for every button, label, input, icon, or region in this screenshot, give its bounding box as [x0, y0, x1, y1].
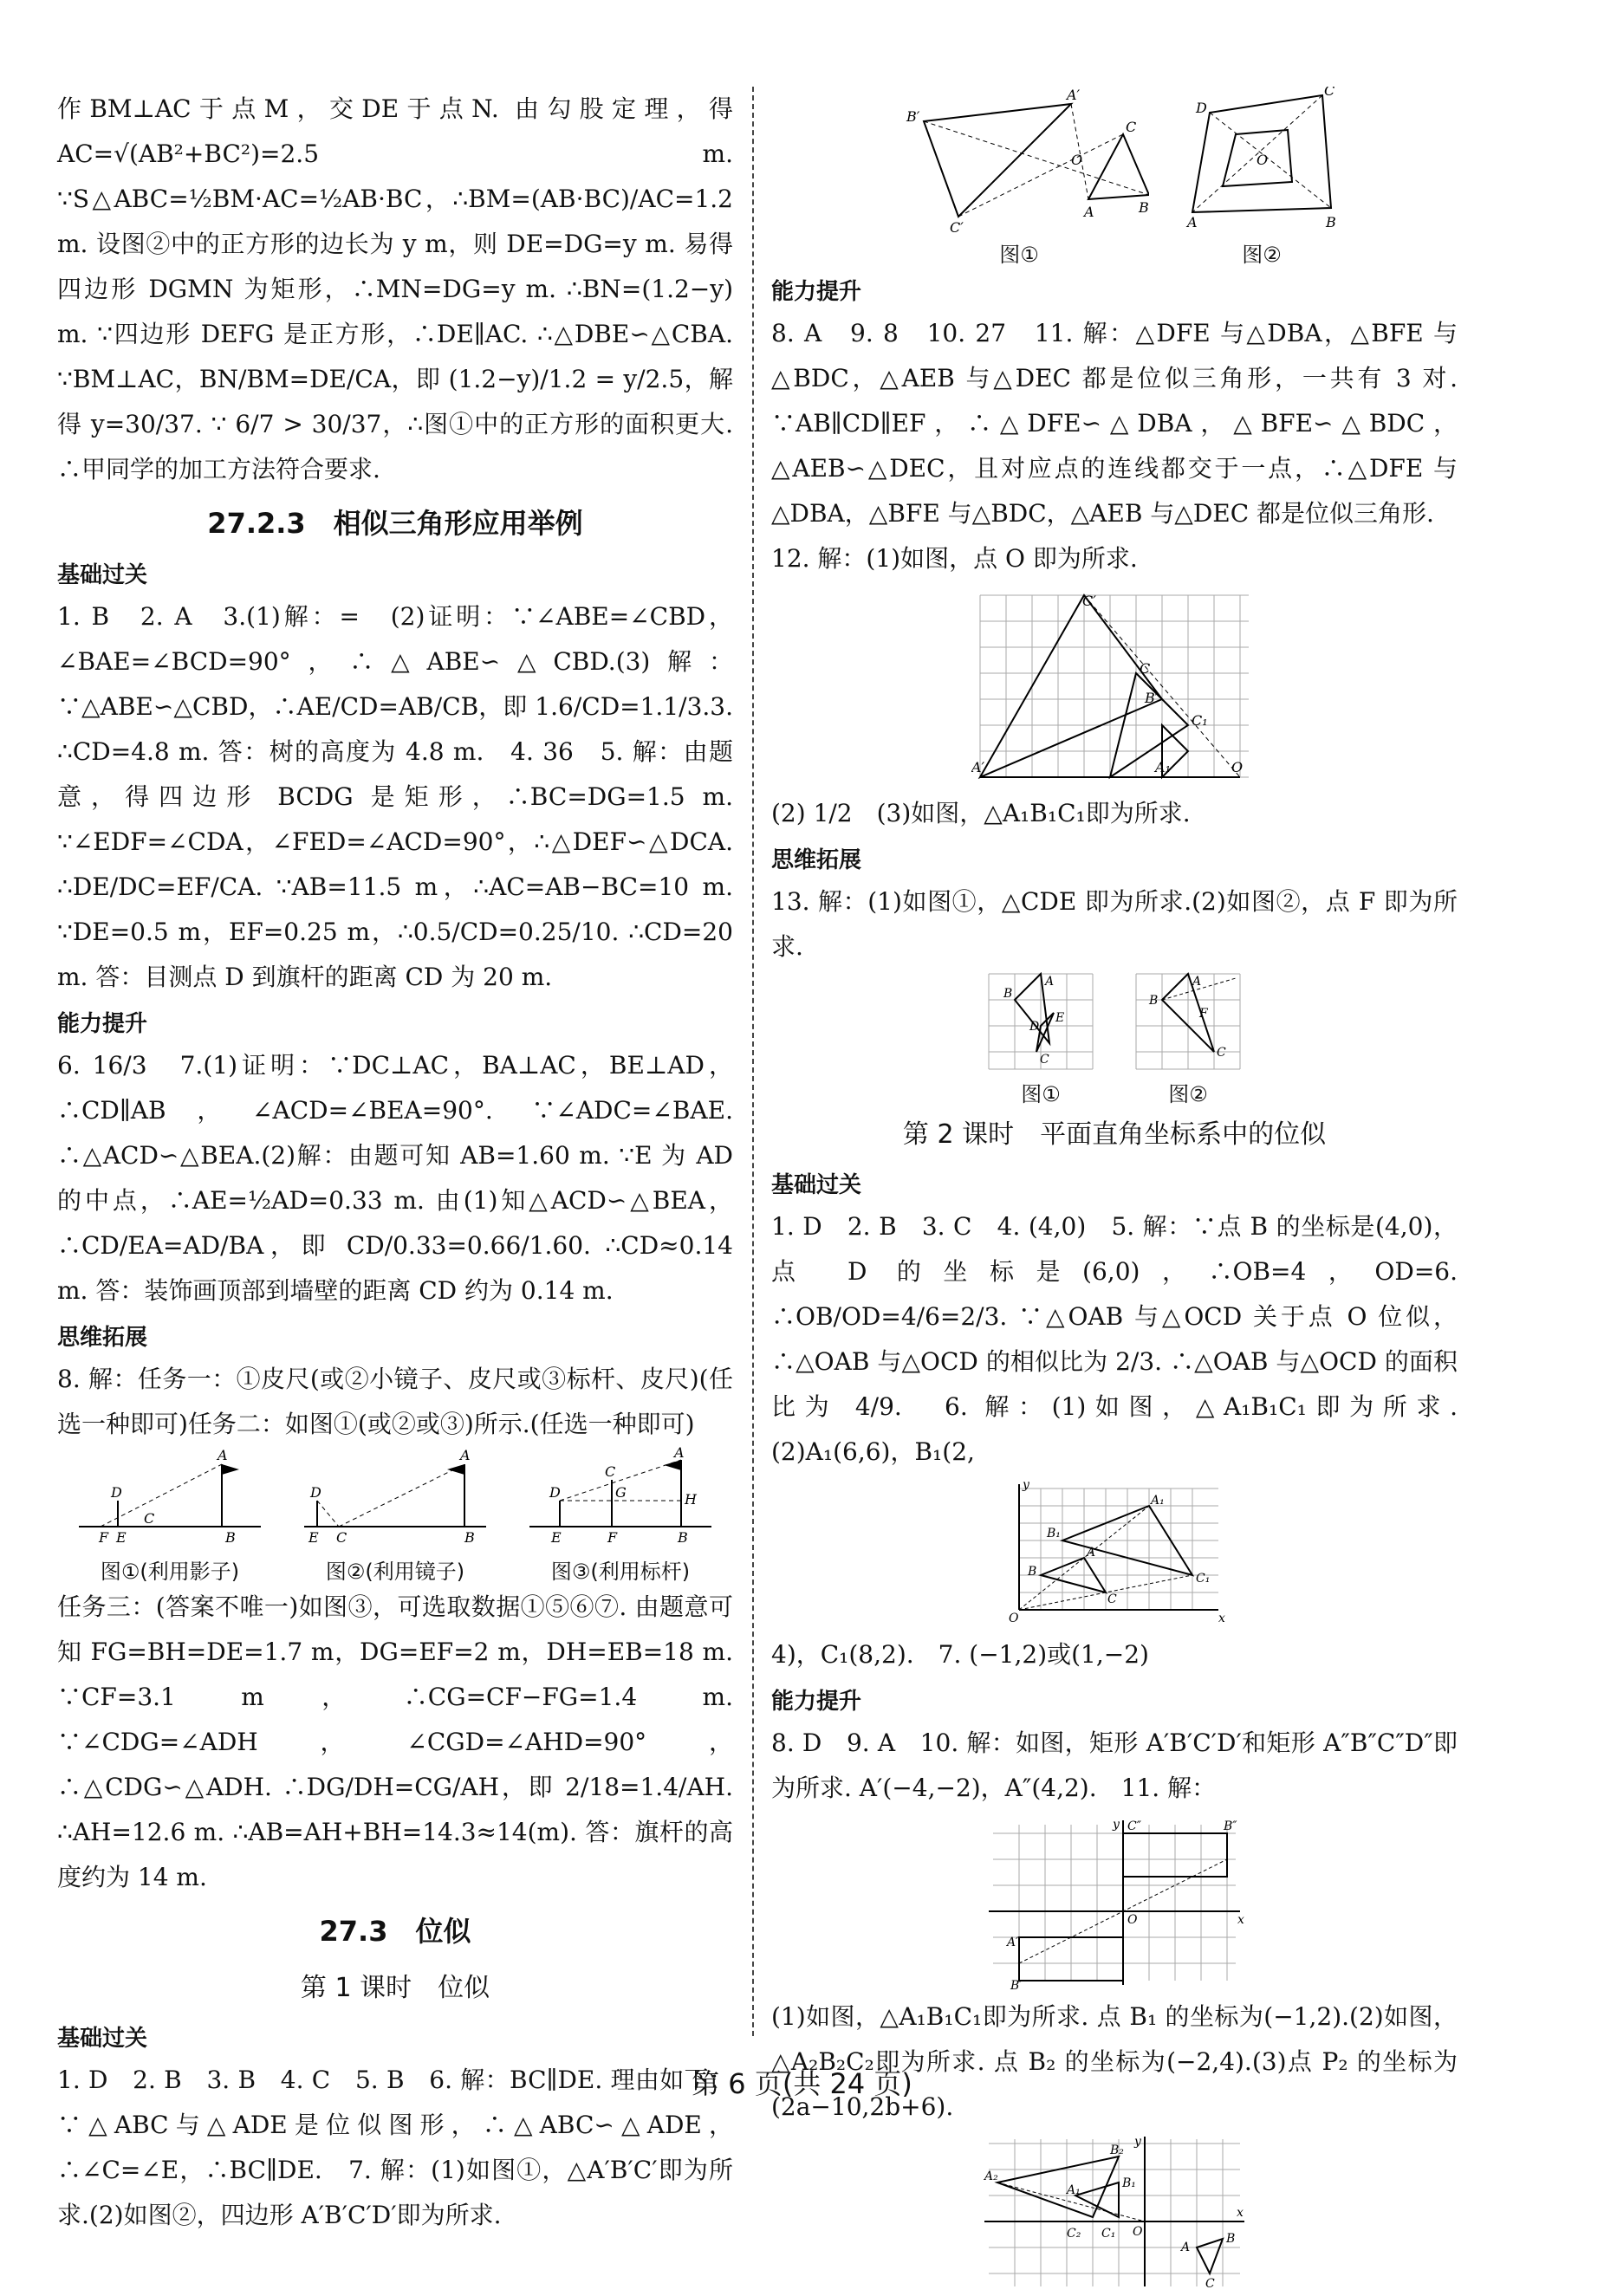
svg-text:C: C	[336, 1529, 347, 1546]
svg-text:C′: C′	[950, 219, 964, 234]
svg-text:B: B	[1139, 199, 1149, 216]
answer-paragraph: 6. 16/3 7.(1)证明：∵DC⊥AC，BA⊥AC，BE⊥AD，∴CD∥AB，∠ACD=∠BEA=90°. ∵∠ADC=∠BAE. ∴△ACD∽△BEA.(2)解：由题可知 AB=1.60 m. ∵E 为 AD 的中点，∴AE=½AD=0.33 m. 由(1)知△ACD∽△BEA，∴CD/EA=AD/BA，即 CD/0.33=0.66/1.60. ∴CD≈0.14 m. 答：装饰画顶部到墙壁的距离 CD 约为 0.14 m.	[57, 1051, 733, 1305]
svg-text:A: A	[460, 1447, 471, 1463]
svg-text:B₁: B₁	[1047, 1527, 1061, 1540]
grid-point-f-diagram	[1132, 970, 1244, 1073]
svg-text:B: B	[1028, 1565, 1037, 1579]
svg-text:C: C	[1205, 2277, 1215, 2291]
svg-text:D: D	[111, 1484, 122, 1501]
figure-13-1	[984, 970, 1097, 1107]
pole-diagram	[525, 1447, 716, 1551]
svg-text:D: D	[310, 1484, 321, 1501]
svg-text:A: A	[218, 1447, 228, 1463]
figure-caption: 图②(利用镜子)	[325, 1560, 465, 1584]
rectangles-coordinate-diagram	[984, 1816, 1244, 1989]
svg-text:E: E	[1055, 1011, 1065, 1025]
section-heading: 能力提升	[771, 279, 862, 305]
section-heading: 思维拓展	[57, 1325, 148, 1351]
svg-text:x: x	[1218, 1612, 1225, 1625]
svg-text:G: G	[615, 1484, 627, 1501]
svg-text:B: B	[225, 1529, 236, 1546]
svg-text:E: E	[308, 1529, 319, 1546]
answer-paragraph: 8. A 9. 8 10. 27 11. 解：△DFE 与△DBA，△BFE 与△BDC，△AEB 与△DEC 都是位似三角形，一共有 3 对. ∵AB∥CD∥EF，∴△DFE∽△DBA，△BFE∽△BDC，△AEB∽△DEC，且对应点的连线都交于一点，∴△DFE 与△DBA，△BFE 与△BDC，△AEB 与△DEC 都是位似三角形.	[771, 319, 1458, 528]
svg-text:C₁: C₁	[1196, 1572, 1211, 1586]
svg-text:y: y	[1023, 1480, 1029, 1492]
lesson-title: 第 1 课时 位似	[300, 1973, 490, 2003]
homothety-quadrilaterals-diagram	[1184, 87, 1340, 234]
lesson-title: 第 2 课时 平面直角坐标系中的位似	[902, 1119, 1327, 1150]
answer-paragraph: 4)，C₁(8,2). 7. (−1,2)或(1,−2)	[771, 1640, 1149, 1669]
svg-text:C: C	[1217, 1046, 1226, 1060]
section-title: 27.2.3 相似三角形应用举例	[207, 507, 583, 540]
multi-homothety-diagram	[980, 2135, 1249, 2291]
svg-text:A₁: A₁	[1155, 759, 1171, 775]
svg-text:O: O	[1133, 2225, 1143, 2239]
svg-text:B′: B′	[1145, 690, 1159, 706]
figure-2	[1184, 87, 1340, 268]
svg-text:B″: B″	[1224, 1819, 1237, 1833]
right-column	[771, 87, 1483, 2296]
svg-text:D: D	[549, 1484, 561, 1501]
answer-paragraph: 任务三：(答案不唯一)如图③，可选取数据①⑤⑥⑦. 由题意可知 FG=BH=DE=1.7 m，DG=EF=2 m，DH=EB=18 m. ∵CF=3.1 m，∴CG=CF−FG=1.4 m. ∵∠CDG=∠ADH，∠CGD=∠AHD=90°，∴△CDG∽△ADH. ∴DG/DH=CG/AH，即 2/18=1.4/AH. ∴AH=12.6 m. ∴AB=AH+BH=14.3≈14(m). 答：旗杆的高度约为 14 m.	[57, 1592, 733, 1891]
figure-caption: 图③(利用标杆)	[550, 1560, 691, 1584]
svg-text:A: A	[1192, 975, 1202, 989]
svg-text:O: O	[1071, 152, 1083, 168]
svg-text:B′: B′	[1010, 1979, 1023, 1989]
figure-caption: 图①	[999, 243, 1039, 267]
svg-text:B: B	[1149, 994, 1159, 1008]
svg-text:F: F	[607, 1529, 618, 1546]
section-heading: 基础过关	[57, 2026, 148, 2052]
svg-text:B₁: B₁	[1122, 2176, 1136, 2190]
svg-text:C′: C′	[1082, 593, 1096, 609]
figure-mirror	[300, 1447, 490, 1585]
answer-paragraph: 1. B 2. A 3.(1)解：= (2)证明：∵∠ABE=∠CBD，∠BAE=∠BCD=90°，∴△ABE∽△CBD.(3)解：∵△ABE∽△CBD，∴AE/CD=AB/CB，即 1.6/CD=1.1/3.3. ∴CD=4.8 m. 答：树的高度为 4.8 m. 4. 36 5. 解：由题意，得四边形 BCDG 是矩形，∴BC=DG=1.5 m. ∵∠EDF=∠CDA，∠FED=∠ACD=90°，∴△DEF∽△DCA. ∴DE/DC=EF/CA. ∵AB=11.5 m，∴AC=AB−BC=10 m. ∵DE=0.5 m，EF=0.25 m，∴0.5/CD=0.25/10. ∴CD=20 m. 答：目测点 D 到旗杆的距离 CD 为 20 m.	[57, 602, 733, 991]
svg-text:D: D	[1196, 100, 1207, 116]
column-divider	[752, 87, 754, 2036]
svg-text:y: y	[1113, 1818, 1120, 1832]
svg-text:A′: A′	[971, 759, 985, 775]
section-title: 27.3 位似	[319, 1915, 471, 1948]
grid-homothety-diagram	[971, 587, 1257, 786]
svg-text:A₂: A₂	[984, 2170, 998, 2183]
svg-text:A′: A′	[1067, 87, 1081, 103]
answer-paragraph: (1)如图，△A₁B₁C₁即为所求. 点 B₁ 的坐标为(−1,2).(2)如图，△A₂B₂C₂即为所求. 点 B₂ 的坐标为(−2,4).(3)点 P₂ 的坐标为(2a−10,2b+6).	[771, 2002, 1458, 2121]
svg-text:A₁: A₁	[1151, 1494, 1165, 1508]
homothety-figures	[771, 87, 1458, 268]
answer-paragraph: 1. D 2. B 3. B 4. C 5. B 6. 解：BC∥DE. 理由如下：∵△ABC与△ADE是位似图形，∴△ABC∽△ADE，∴∠C=∠E，∴BC∥DE. 7. 解：(1)如图①，△A′B′C′即为所求.(2)如图②，四边形 A′B′C′D′即为所求.	[57, 2066, 733, 2229]
svg-text:C: C	[605, 1463, 616, 1480]
answer-paragraph: 1. D 2. B 3. C 4. (4,0) 5. 解：∵点 B 的坐标是(4,0)，点 D 的坐标是(6,0)，∴OB=4，OD=6. ∴OB/OD=4/6=2/3. ∵△OAB 与△OCD 关于点 O 位似，∴△OAB 与△OCD 的相似比为 2/3. ∴△OAB 与△OCD 的面积比为 4/9. 6. 解：(1)如图，△A₁B₁C₁即为所求. (2)A₁(6,6)，B₁(2,	[771, 1212, 1483, 1466]
svg-text:F: F	[99, 1529, 109, 1546]
svg-text:B′: B′	[906, 108, 920, 125]
figure-caption: 图①(利用影子)	[100, 1560, 240, 1584]
svg-text:B₂: B₂	[1110, 2144, 1124, 2157]
svg-text:C₁: C₁	[1192, 712, 1208, 729]
answer-paragraph: 作BM⊥AC于点M，交DE于点N. 由勾股定理，得 AC=√(AB²+BC²)=2.5 m. ∵S△ABC=½BM·AC=½AB·BC，∴BM=(AB·BC)/AC=1.2 m. 设图②中的正方形的边长为 y m，则 DE=DG=y m. 易得四边形 DGMN 为矩形，∴MN=DG=y m. ∴BN=(1.2−y) m. ∵四边形 DEFG 是正方形，∴DE∥AC. ∴△DBE∽△CBA. ∵BM⊥AC，BN/BM=DE/CA，即 (1.2−y)/1.2 = y/2.5，解得 y=30/37. ∵ 6/7 > 30/37，∴图①中的正方形的面积更大. ∴甲同学的加工方法符合要求.	[57, 94, 733, 483]
homothety-triangles-diagram	[889, 87, 1149, 234]
shadow-diagram	[75, 1447, 265, 1551]
svg-text:O: O	[1009, 1612, 1019, 1625]
svg-text:A′: A′	[1007, 1936, 1019, 1949]
section-heading: 能力提升	[771, 1689, 862, 1715]
svg-text:C: C	[1140, 660, 1151, 677]
section-heading: 能力提升	[57, 1011, 148, 1037]
svg-text:C₂: C₂	[1067, 2227, 1081, 2241]
figure-1	[889, 87, 1149, 268]
svg-text:C: C	[1126, 119, 1137, 135]
answer-paragraph: (2) 1/2 (3)如图，△A₁B₁C₁即为所求.	[771, 799, 1191, 827]
grid-figures-13	[771, 970, 1458, 1107]
figure-caption: 图①	[1021, 1082, 1061, 1106]
svg-text:E: E	[116, 1529, 127, 1546]
svg-text:C″: C″	[1127, 1819, 1141, 1833]
section-heading: 思维拓展	[771, 847, 862, 873]
svg-text:A: A	[1181, 2241, 1191, 2254]
svg-text:C: C	[1107, 1592, 1117, 1606]
svg-text:A: A	[1084, 204, 1094, 220]
svg-text:A: A	[1045, 975, 1055, 989]
section-heading: 基础过关	[771, 1172, 862, 1198]
answer-paragraph: 13. 解：(1)如图①，△CDE 即为所求.(2)如图②，点 F 即为所求.	[771, 887, 1458, 961]
svg-text:E: E	[551, 1529, 562, 1546]
svg-text:C₁: C₁	[1101, 2227, 1116, 2241]
svg-text:C: C	[1324, 87, 1335, 99]
svg-text:O: O	[1231, 759, 1244, 775]
svg-text:O: O	[1127, 1913, 1138, 1927]
svg-text:x: x	[1237, 2206, 1244, 2220]
svg-text:O: O	[1257, 152, 1269, 168]
coordinate-grid-diagram	[1002, 1480, 1227, 1627]
flagpole-figures	[57, 1447, 733, 1585]
svg-text:C: C	[1040, 1053, 1049, 1067]
figure-caption: 图②	[1168, 1082, 1208, 1106]
svg-text:H: H	[685, 1491, 697, 1508]
figure-shadow	[75, 1447, 265, 1585]
svg-text:F: F	[1199, 1007, 1208, 1021]
answer-paragraph: 8. D 9. A 10. 解：如图，矩形 A′B′C′D′和矩形 A″B″C″D″即为所求. A′(−4,−2)，A″(4,2). 11. 解：	[771, 1728, 1458, 1802]
svg-text:B: B	[1326, 214, 1336, 230]
svg-text:A: A	[1087, 1546, 1096, 1560]
grid-triangle-cde-diagram	[984, 970, 1097, 1073]
svg-text:D: D	[1029, 1020, 1040, 1034]
answer-paragraph: 12. 解：(1)如图，点 O 即为所求.	[771, 544, 1138, 573]
svg-text:B: B	[678, 1529, 688, 1546]
svg-text:B: B	[1003, 987, 1013, 1001]
svg-text:B: B	[464, 1529, 475, 1546]
figure-13-2	[1132, 970, 1244, 1107]
svg-text:A₁: A₁	[1067, 2183, 1081, 2197]
svg-text:A: A	[674, 1447, 685, 1461]
figure-pole	[525, 1447, 716, 1585]
answer-paragraph: 8. 解：任务一：①皮尺(或②小镜子、皮尺或③标杆、皮尺)(任选一种即可)任务二：如图①(或②或③)所示.(任选一种即可)	[57, 1365, 733, 1438]
svg-text:C: C	[144, 1510, 155, 1527]
section-heading: 基础过关	[57, 562, 148, 588]
svg-text:B: B	[1226, 2232, 1236, 2246]
page-footer: 第 6 页(共 24 页)	[692, 2067, 912, 2100]
figure-caption: 图②	[1242, 243, 1282, 267]
svg-text:y: y	[1134, 2135, 1141, 2149]
svg-text:A: A	[1187, 214, 1198, 230]
left-column	[57, 87, 733, 2238]
svg-text:x: x	[1237, 1913, 1244, 1927]
mirror-diagram	[300, 1447, 490, 1551]
